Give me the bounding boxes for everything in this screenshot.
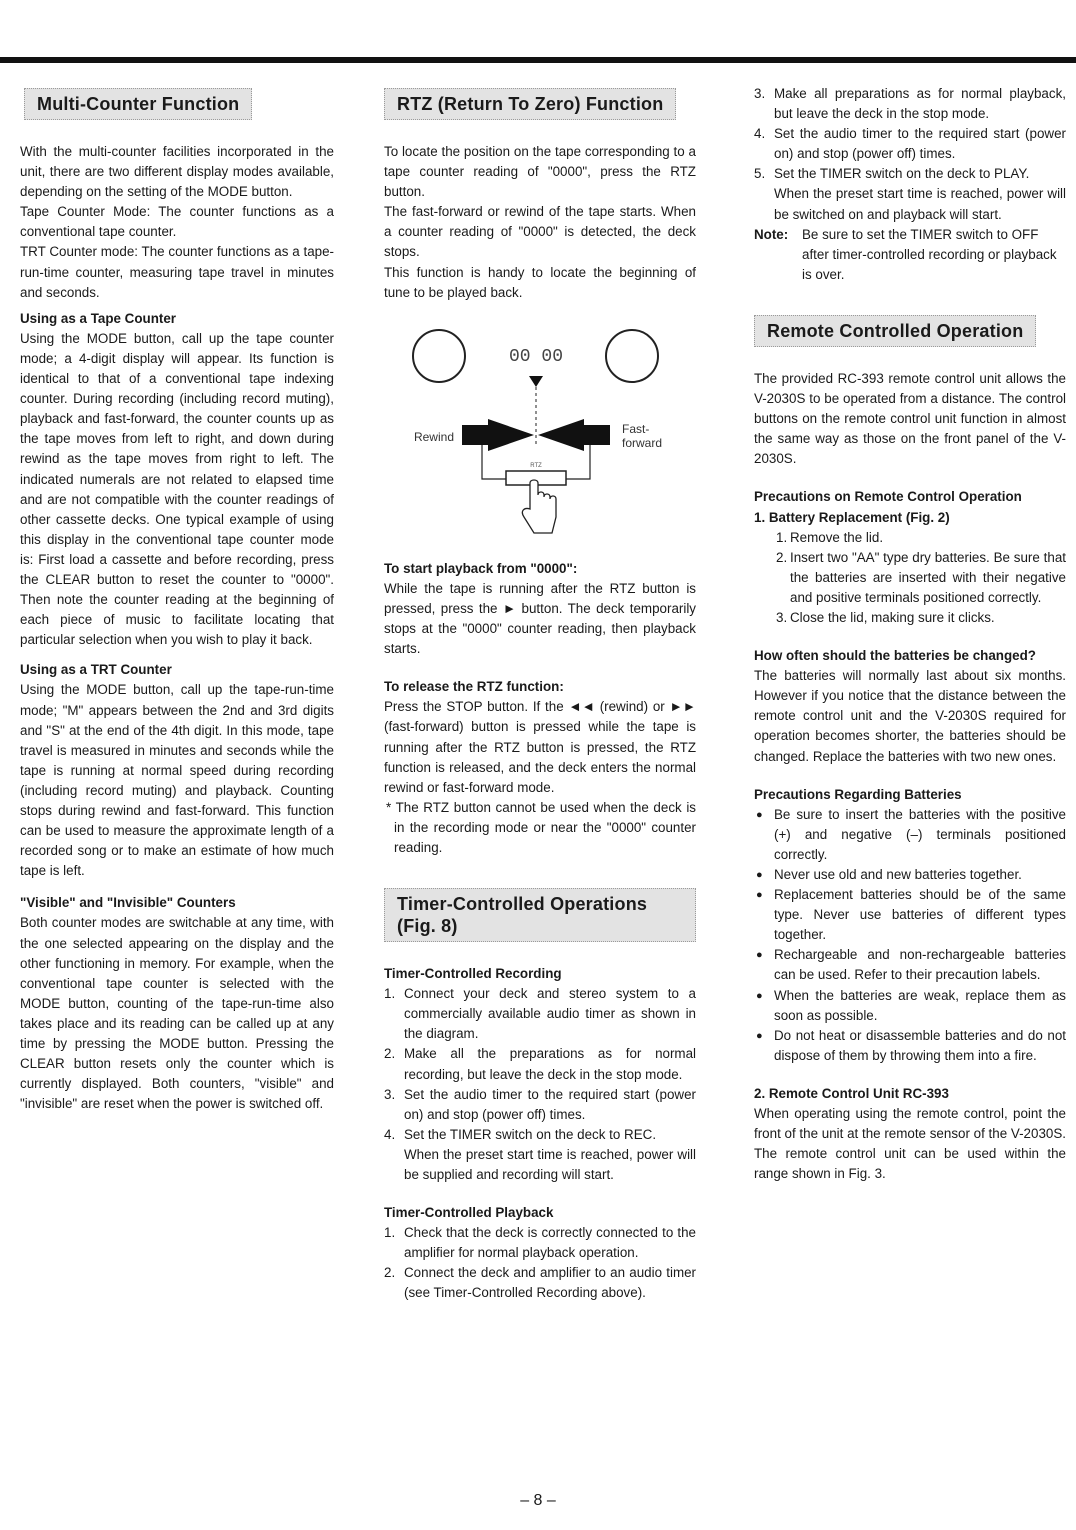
right-reel-icon: [606, 330, 658, 382]
rtz-paragraph-2: The fast-forward or rewind of the tape starts. When a counter reading of "0000" is detected, the deck stops.: [384, 204, 696, 260]
remote-unit-paragraph: When operating using the remote control, point the front of the unit at the remote sensor of the V-2030S. The remote control unit can be used within the range shown in Fig. 3.: [754, 1106, 1066, 1182]
timer-playback-heading: Timer-Controlled Playback: [384, 1205, 554, 1221]
list-item-detail: When the preset start time is reached, power will be switched on and playback will start.: [774, 186, 1066, 222]
tape-mode-paragraph: Tape Counter Mode: The counter functions as a conventional tape counter.: [20, 204, 334, 240]
rtz-note: * The RTZ button cannot be used when the deck is in the recording mode or near the "0000" counter reading.: [386, 799, 696, 855]
list-item: ● Never use old and new batteries together.: [754, 865, 1066, 885]
list-item: ● Do not heat or disassemble batteries and do not dispose of them by throwing them into a fire.: [754, 1026, 1066, 1066]
page-number: – 8 –: [520, 1492, 556, 1509]
list-item: 4. Set the TIMER switch on the deck to REC. When the preset start time is reached, power will be supplied and recording will start.: [384, 1125, 696, 1185]
tape-counter-paragraph: Using the MODE button, call up the tape counter mode; a 4-digit display will appear. Its function is identical to that of a conventional tape indexing counter. During recording (including record muting), playback and fast-forward, the counter counts up as the tape moves from left to right, and down during rewind as the tape moves from right to left. The indicated numerals are not related to elapsed time and are not compatible with the counter readings of other cassette decks. One typical example of using this display in the conventional tape counter mode is: First load a cassette and before recording, press the CLEAR button to reset the counter to "0000". Then note the counter reading at the beginning of each piece of music to facilitate locating that particular selection when you wish to play it back.: [20, 330, 334, 648]
release-rtz-heading: To release the RTZ function:: [384, 679, 564, 695]
rewind-label: Rewind: [413, 429, 454, 444]
left-reel-icon: [413, 330, 465, 382]
note-text: Be sure to set the TIMER switch to OFF after timer-controlled recording or playback is over.: [802, 226, 1057, 282]
top-rule: [0, 57, 1076, 63]
remote-intro-paragraph: The provided RC-393 remote control unit allows the V-2030S to be operated from a distance. The control buttons on the remote control unit function in almost the same way as those on the front panel of the V-2030S.: [754, 370, 1066, 467]
list-item: 4. Set the audio timer to the required start (power on) and stop (power off) times.: [754, 126, 1066, 162]
battery-precautions-heading: Precautions Regarding Batteries: [754, 786, 962, 802]
rtz-header: RTZ (Return To Zero) Function: [384, 88, 676, 120]
list-item: ● When the batteries are weak, replace them as soon as possible.: [754, 986, 1066, 1026]
fast-forward-arrow-icon: [538, 419, 584, 451]
counter-display: 00 00: [508, 346, 564, 367]
battery-replacement-list: [754, 528, 1066, 628]
start-playback-paragraph: While the tape is running after the RTZ button is pressed, press the ► button. The deck temporarily stops at the "0000" counter reading, then playback starts.: [384, 580, 696, 657]
intro-paragraph: With the multi-counter facilities incorporated in the unit, there are two different display modes available, depending on the setting of the MODE button.: [20, 144, 334, 200]
rtz-paragraph-3: This function is handy to locate the beginning of tune to be played back.: [384, 264, 696, 300]
list-item: 3. Make all preparations as for normal playback, but leave the deck in the stop mode.: [754, 86, 1066, 122]
column-3: [754, 84, 1066, 1184]
start-playback-heading: To start playback from "0000":: [384, 560, 578, 576]
release-rtz-paragraph: Press the STOP button. If the ◄◄ (rewind) or ►► (fast-forward) button is pressed while the tape is running after the RTZ button is pressed, the RTZ function is released, and the deck enters the normal rewind or fast-forward mode.: [384, 699, 696, 795]
timer-playback-list: [384, 1223, 696, 1303]
list-item: ● Rechargeable and non-rechargeable batteries can be used. Refer to their precaution labels.: [754, 945, 1066, 985]
multi-counter-header: Multi-Counter Function: [24, 88, 252, 120]
rtz-diagram: [384, 321, 684, 541]
note-label: Note:: [754, 226, 789, 242]
list-item: 1. Remove the lid.: [776, 529, 884, 545]
list-item: 2. Make all the preparations as for normal recording, but leave the deck in the stop mode.: [384, 1046, 696, 1082]
rewind-arrow-icon: [488, 419, 534, 451]
timer-recording-list: [384, 984, 696, 1185]
list-item: ● Be sure to insert the batteries with the positive (+) and negative (–) terminals positioned correctly.: [754, 805, 1066, 865]
fast-label-2: forward: [622, 435, 663, 450]
column-2: [384, 84, 696, 1304]
trt-heading: Using as a TRT Counter: [20, 662, 172, 678]
list-item: 2. Connect the deck and amplifier to an audio timer (see Timer-Controlled Recording above).: [384, 1265, 696, 1301]
trt-mode-paragraph: TRT Counter mode: The counter functions as a tape-run-time counter, measuring tape travel in minutes and seconds.: [20, 244, 334, 300]
list-item: 5. Set the TIMER switch on the deck to PLAY. When the preset start time is reached, power will be switched on and playback will start.: [754, 164, 1066, 224]
column-1: [20, 84, 334, 1114]
timer-note: [754, 225, 1066, 285]
fast-label-1: Fast-: [622, 421, 650, 436]
rewind-bar: [462, 425, 488, 445]
list-item: 2. Insert two "AA" type dry batteries. Be sure that the batteries are inserted with their negative and positive terminals positioned correctly.: [776, 549, 1066, 605]
list-item: 3. Set the audio timer to the required start (power on) and stop (power off) times.: [384, 1086, 696, 1122]
list-item: 1. Connect your deck and stereo system to a commercially available audio timer as shown in the diagram.: [384, 986, 696, 1042]
battery-precautions-list: [754, 805, 1066, 1066]
list-item: ● Replacement batteries should be of the same type. Never use batteries of different types together.: [754, 885, 1066, 945]
battery-replacement-heading: 1. Battery Replacement (Fig. 2): [754, 509, 950, 525]
timer-playback-list-continued: [754, 84, 1066, 225]
visible-counters-paragraph: Both counter modes are switchable at any time, with the one selected appearing on the display and the other functioning in memory. For example, when the conventional tape counter is selected with the MODE button, counting of the tape-run-time also takes place and its reading can be called up at any time by pressing the MODE button. Pressing the CLEAR button resets only the counter which is currently displayed. Both counters, "visible" and "invisible" are reset when the power is switched off.: [20, 915, 334, 1112]
timer-header: Timer-Controlled Operations (Fig. 8): [384, 888, 696, 942]
timer-recording-heading: Timer-Controlled Recording: [384, 966, 562, 982]
list-item: 3. Close the lid, making sure it clicks.: [776, 609, 995, 625]
remote-unit-heading: 2. Remote Control Unit RC-393: [754, 1085, 949, 1101]
precautions-heading: Precautions on Remote Control Operation: [754, 489, 1022, 505]
trt-paragraph: Using the MODE button, call up the tape-run-time mode; "M" appears between the 2nd and 3rd digits and "S" at the end of the 4th digit. In this mode, tape travel is measured in minutes and seconds while the tape is running at normal speed during recording (including record muting) and playback. Counting stops during rewind and fast-forward. This function can be used to measure the approximate length of a recorded song or to make an estimate of how much tape is left.: [20, 682, 334, 879]
visible-counters-heading: "Visible" and "Invisible" Counters: [20, 895, 236, 911]
rtz-small-label: RTZ: [530, 462, 542, 469]
tape-counter-heading: Using as a Tape Counter: [20, 310, 177, 326]
down-arrow-icon: [529, 376, 543, 387]
how-often-heading: How often should the batteries be changed?: [754, 648, 1036, 664]
list-item: 1. Check that the deck is correctly connected to the amplifier for normal playback operation.: [384, 1225, 696, 1261]
rtz-paragraph-1: To locate the position on the tape corresponding to a tape counter reading of "0000", press the RTZ button.: [384, 144, 696, 200]
how-often-paragraph: The batteries will normally last about six months. However if you notice that the distance between the remote control unit and the V-2030S required for operation becomes shorter, the batteries should be changed. Replace the batteries with two new ones.: [754, 668, 1066, 764]
list-item-detail: When the preset start time is reached, power will be supplied and recording will start.: [404, 1146, 696, 1182]
fast-forward-bar: [584, 425, 610, 445]
pointing-hand-icon: [522, 480, 556, 533]
remote-header: Remote Controlled Operation: [754, 315, 1036, 347]
